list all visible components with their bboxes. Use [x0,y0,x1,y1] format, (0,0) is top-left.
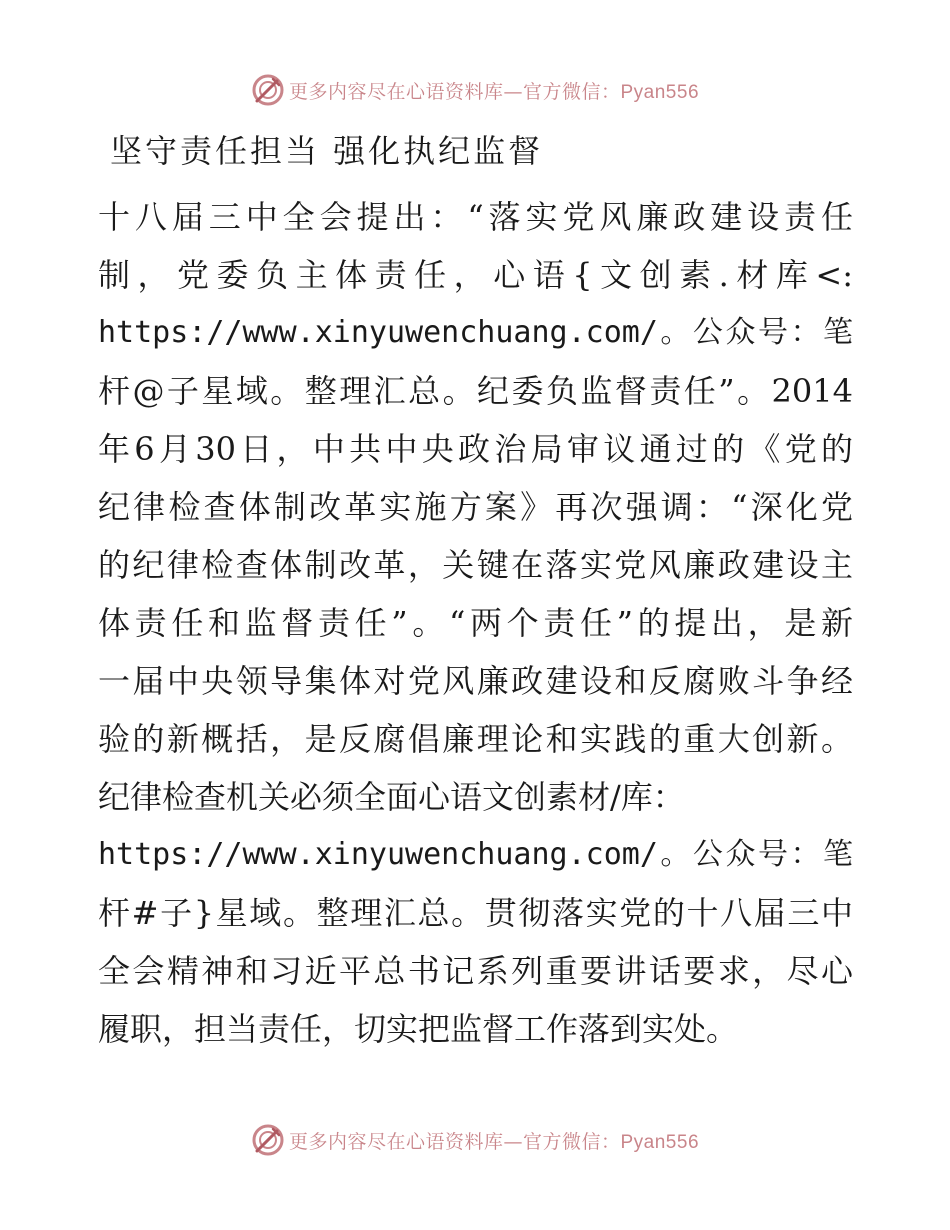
body-line: 体责任和监督责任”。“两个责任”的提出，是新 [98,604,853,642]
body-line: 一届中央领导集体对党风廉政建设和反腐败斗争经 [98,662,853,700]
document-body [98,188,853,1058]
body-line: 的纪律检查体制改革，关键在落实党风廉政建设主 [98,546,853,584]
header-watermark [0,70,950,110]
body-line: 年6月30日，中共中央政治局审议通过的《党的 [98,430,853,468]
body-line: https://www.xinyuwenchuang.com/。公众号：笔 [98,837,853,872]
watermark-text: 更多内容尽在心语资料库—官方微信： [288,80,621,103]
body-line: 纪律检查机关必须全面心语文创素材/库： [98,778,685,816]
body-line: 制，党委负主体责任，心语{文创素.材库<: [98,256,853,294]
body-line: https://www.xinyuwenchuang.com/。公众号：笔 [98,315,853,350]
seal-logo-icon [251,1123,285,1157]
watermark-account: Pyan556 [620,1131,700,1153]
watermark-account: Pyan556 [620,81,700,103]
body-line: 全会精神和习近平总书记系列重要讲话要求，尽心 [98,952,853,990]
footer-watermark [0,1120,950,1160]
body-line: 验的新概括，是反腐倡廉理论和实践的重大创新。 [98,720,853,758]
document-title: 坚守责任担当 强化执纪监督 [110,132,544,170]
body-line: 纪律检查体制改革实施方案》再次强调：“深化党 [98,488,853,526]
watermark-text: 更多内容尽在心语资料库—官方微信： [288,1130,621,1153]
body-line: 杆#子}星域。整理汇总。贯彻落实党的十八届三中 [98,894,853,932]
body-line: 十八届三中全会提出：“落实党风廉政建设责任 [98,198,853,236]
seal-logo-icon [251,73,285,107]
body-line: 履职，担当责任，切实把监督工作落到实处。 [98,1010,739,1048]
body-line: 杆@子星域。整理汇总。纪委负监督责任”。2014 [98,372,853,410]
